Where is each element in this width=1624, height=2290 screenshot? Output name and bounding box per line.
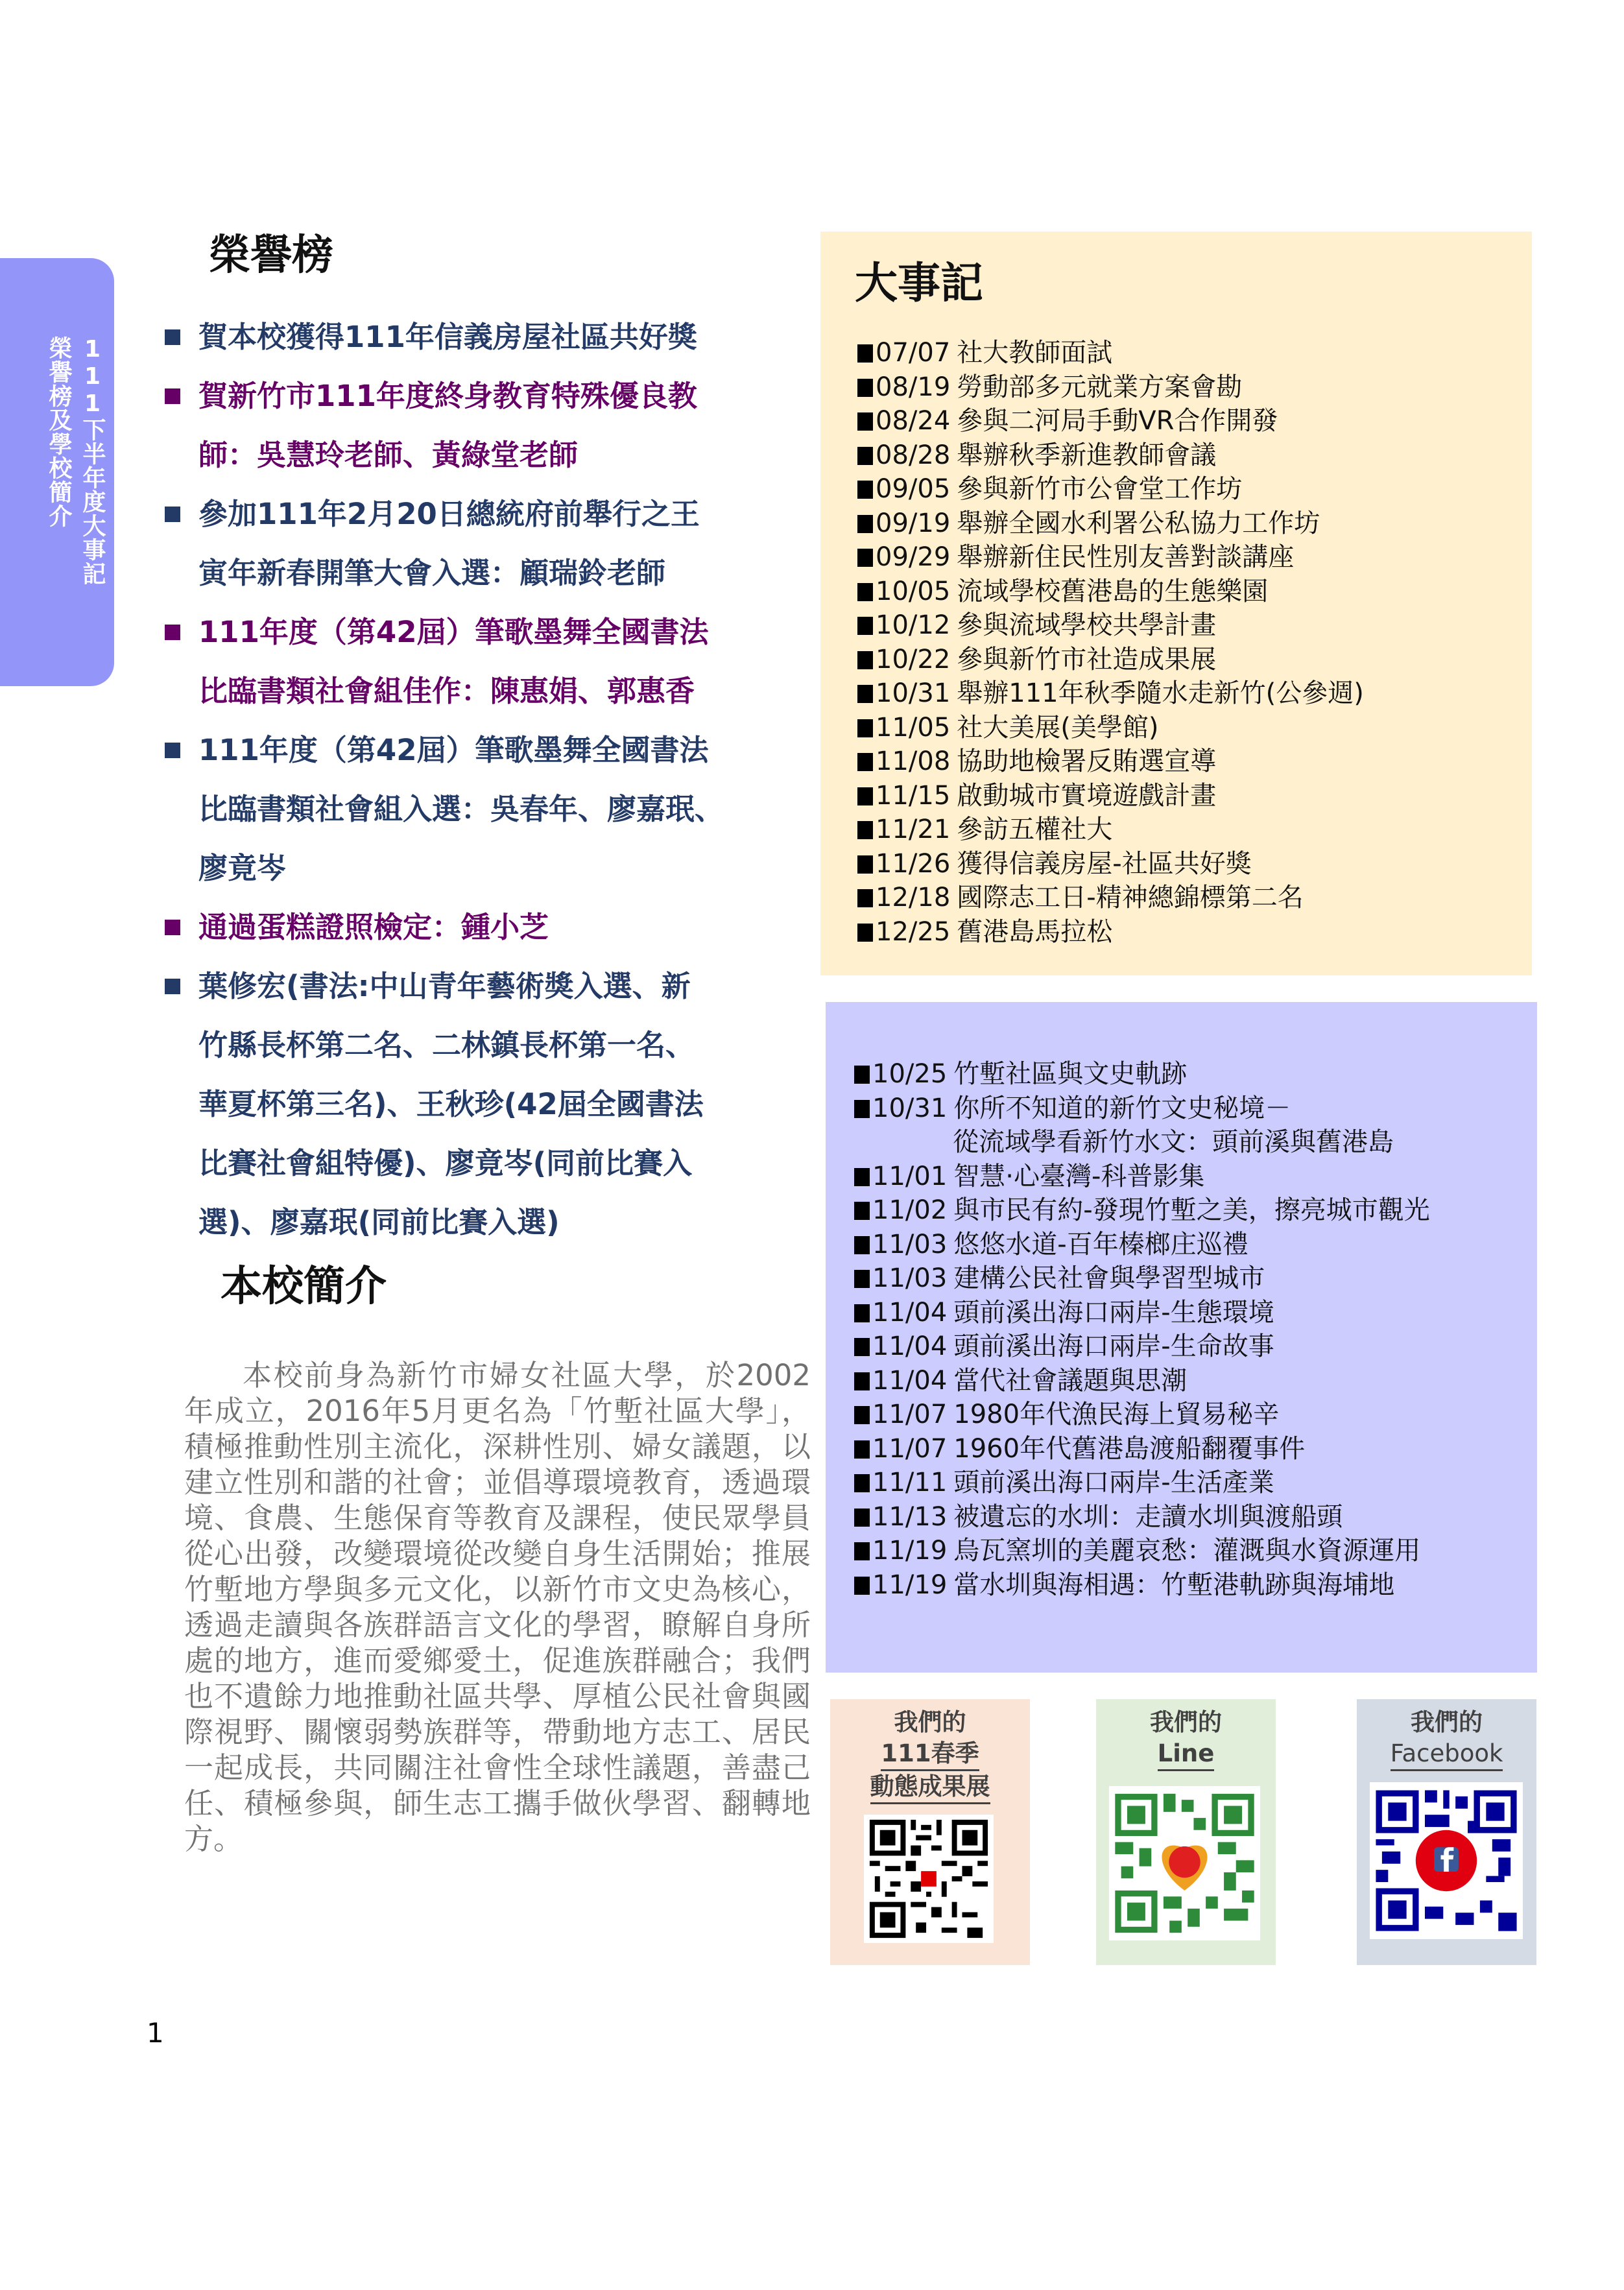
qr-card-label-line1: 我們的 <box>1411 1708 1483 1736</box>
honor-item <box>158 957 794 1252</box>
qr-code-facebook[interactable] <box>1370 1782 1523 1939</box>
course-item <box>854 1500 1430 1534</box>
square-bullet-icon <box>857 821 873 839</box>
item-text: 你所不知道的新竹文史秘境－ <box>953 1093 1291 1123</box>
item-text: 參與流域學校共學計畫 <box>957 610 1217 640</box>
event-item <box>857 915 1364 949</box>
square-bullet-icon <box>165 920 180 935</box>
event-item <box>857 745 1364 779</box>
qr-code-icon <box>1370 1782 1523 1939</box>
item-text: 頭前溪出海口兩岸-生活產業 <box>953 1468 1274 1497</box>
qr-card-label-line2[interactable]: Facebook <box>1391 1738 1503 1771</box>
course-item <box>854 1160 1430 1194</box>
item-date: 11/04 <box>872 1365 948 1396</box>
honor-item <box>158 484 794 602</box>
item-text: 參與新竹市公會堂工作坊 <box>957 474 1243 504</box>
square-bullet-icon <box>165 388 180 404</box>
square-bullet-icon <box>854 1066 870 1084</box>
square-bullet-icon <box>857 889 873 907</box>
square-bullet-icon <box>857 344 873 363</box>
course-item <box>854 1398 1430 1432</box>
course-item <box>854 1091 1430 1160</box>
course-item <box>854 1466 1430 1500</box>
event-item <box>857 676 1364 711</box>
item-date: 11/01 <box>872 1161 948 1191</box>
item-text: 社大美展(美學館) <box>957 712 1159 743</box>
honor-item <box>158 721 794 898</box>
red-square-logo <box>921 1871 937 1887</box>
item-date: 11/03 <box>872 1229 948 1259</box>
event-item <box>857 881 1364 915</box>
honor-item <box>158 307 794 366</box>
item-text: 社大教師面試 <box>957 338 1113 368</box>
course-item <box>854 1534 1430 1568</box>
honor-item-text: 111年度（第42屆）筆歌墨舞全國書法 <box>198 733 709 767</box>
item-text: 悠悠水道-百年榛榔庄巡禮 <box>953 1229 1248 1259</box>
square-bullet-icon <box>854 1372 870 1390</box>
square-bullet-icon <box>857 719 873 737</box>
event-item <box>857 507 1364 541</box>
honor-item-text: 師：吳慧玲老師、黃綠堂老師 <box>198 438 579 472</box>
side-tab-line-events: 111下半年度大事記 <box>79 336 106 586</box>
honor-item <box>158 602 794 721</box>
item-text: 建構公民社會與學習型城市 <box>953 1263 1265 1293</box>
item-text: 勞動部多元就業方案會勘 <box>957 372 1243 402</box>
course-item <box>854 1057 1430 1091</box>
square-bullet-icon <box>854 1304 870 1322</box>
course-item <box>854 1432 1430 1466</box>
item-date: 11/11 <box>872 1468 948 1497</box>
square-bullet-icon <box>165 625 180 640</box>
item-date: 11/19 <box>872 1569 948 1600</box>
honor-item-text: 參加111年2月20日總統府前舉行之王 <box>198 497 700 531</box>
qr-card-label-line2[interactable]: 111春季 <box>881 1738 979 1771</box>
item-text: 國際志工日-精神總錦標第二名 <box>957 883 1304 912</box>
event-item <box>857 336 1364 370</box>
honor-item-text: 比賽社會組特優)、廖竟岑(同前比賽入 <box>198 1146 693 1180</box>
qr-card-line[interactable] <box>1096 1699 1276 1965</box>
square-bullet-icon <box>857 685 873 703</box>
square-bullet-icon <box>857 787 873 805</box>
item-text: 頭前溪出海口兩岸-生態環境 <box>953 1297 1274 1328</box>
course-item <box>854 1364 1430 1398</box>
intro-paragraph: 本校前身為新竹市婦女社區大學，於2002年成立，2016年5月更名為「竹塹社區大學」，積極推動性別主流化，深耕性別、婦女議題，以建立性別和諧的社會；並倡導環境教育，透過環境、食農、生態保育等教育及課程，使民眾學員從心出發，改變環境從改變自身生活開始；推展竹塹地方學與多元文化，以新竹市文史為核心，透過走讀與各族群語言文化的學習，瞭解自身所處的地方，進而愛鄉愛土，促進族群融合；我們也不遺餘力地推動社區共學、厚植公民社會與國際視野、關懷弱勢族群等，帶動地方志工、居民一起成長，共同關注社會性全球性議題，善盡己任、積極參與，師生志工攜手做伙學習、翻轉地方。 <box>184 1358 811 1856</box>
item-text: 獲得信義房屋-社區共好獎 <box>957 848 1252 879</box>
honor-item-text: 竹縣長杯第二名、二林鎮長杯第一名、 <box>198 1028 695 1062</box>
square-bullet-icon <box>857 481 873 499</box>
item-text: 1980年代漁民海上貿易秘辛 <box>953 1400 1280 1429</box>
item-text: 當代社會議題與思潮 <box>953 1365 1188 1396</box>
events-title: 大事記 <box>855 258 983 308</box>
square-bullet-icon <box>854 1509 870 1527</box>
honor-item-text: 選)、廖嘉珉(同前比賽入選) <box>198 1205 560 1239</box>
square-bullet-icon <box>857 515 873 533</box>
item-date: 11/07 <box>872 1433 948 1464</box>
course-item <box>854 1330 1430 1364</box>
item-date: 11/21 <box>876 815 951 844</box>
honor-item <box>158 898 794 957</box>
honor-item-text: 寅年新春開筆大會入選：顧瑞鈴老師 <box>198 556 666 590</box>
event-item <box>857 404 1364 438</box>
item-text: 被遺忘的水圳：走讀水圳與渡船頭 <box>953 1501 1343 1532</box>
square-bullet-icon <box>857 379 873 397</box>
item-date: 11/08 <box>876 746 951 776</box>
square-bullet-icon <box>857 753 873 771</box>
honor-item-text: 比臨書類社會組佳作：陳惠娟、郭惠香 <box>198 674 695 708</box>
item-text: 當水圳與海相遇：竹塹港軌跡與海埔地 <box>953 1569 1395 1600</box>
honor-item-text: 賀新竹市111年度終身教育特殊優良教 <box>198 379 697 413</box>
event-item <box>857 813 1364 847</box>
honor-item-text: 葉修宏(書法:中山青年藝術獎入選、新 <box>198 969 691 1003</box>
item-text: 竹塹社區與文史軌跡 <box>953 1059 1188 1089</box>
square-bullet-icon <box>854 1168 870 1186</box>
honor-title: 榮譽榜 <box>209 232 333 280</box>
course-item <box>854 1296 1430 1330</box>
item-text: 舉辦秋季新進教師會議 <box>957 440 1217 470</box>
qr-code-line[interactable] <box>1109 1786 1260 1940</box>
item-date: 12/18 <box>876 883 951 912</box>
item-text: 啟動城市實境遊戲計畫 <box>957 780 1217 811</box>
item-date: 11/19 <box>872 1536 948 1566</box>
event-item <box>857 540 1364 575</box>
item-date: 07/07 <box>876 338 951 368</box>
square-bullet-icon <box>854 1338 870 1356</box>
square-bullet-icon <box>854 1270 870 1288</box>
course-item <box>854 1568 1430 1603</box>
course-item <box>854 1193 1430 1228</box>
square-bullet-icon <box>854 1542 870 1560</box>
item-text: 參訪五權社大 <box>957 815 1113 844</box>
item-date: 10/31 <box>876 678 951 708</box>
page-number: 1 <box>147 2017 164 2049</box>
item-date: 10/22 <box>876 644 951 674</box>
item-date: 11/03 <box>872 1263 948 1293</box>
event-item <box>857 438 1364 473</box>
qr-card-label-line1: 我們的 <box>1150 1708 1222 1736</box>
item-text: 1960年代舊港島渡船翻覆事件 <box>953 1433 1306 1464</box>
item-text: 舉辦全國水利署公私協力工作坊 <box>957 508 1320 538</box>
honor-item-text: 比臨書類社會組入選：吳春年、廖嘉珉、 <box>198 792 724 826</box>
event-item <box>857 608 1364 643</box>
square-bullet-icon <box>857 855 873 874</box>
item-date: 11/05 <box>876 712 951 743</box>
square-bullet-icon <box>165 329 180 345</box>
qr-card-label-line3[interactable]: 動態成果展 <box>870 1771 990 1804</box>
course-item <box>854 1228 1430 1262</box>
item-date: 09/29 <box>876 542 951 572</box>
item-text: 流域學校舊港島的生態樂園 <box>957 576 1269 606</box>
item-text: 協助地檢署反賄選宣導 <box>957 746 1217 776</box>
item-date: 11/26 <box>876 848 951 879</box>
item-date: 12/25 <box>876 916 951 947</box>
item-text: 烏瓦窯圳的美麗哀愁：灌溉與水資源運用 <box>953 1536 1421 1566</box>
event-item <box>857 779 1364 813</box>
square-bullet-icon <box>857 924 873 942</box>
events-list <box>857 336 1364 949</box>
honor-item-text: 廖竟岑 <box>198 851 287 885</box>
item-text: 參與二河局手動VR合作開發 <box>957 406 1278 436</box>
item-text: 舉辦新住民性別友善對談講座 <box>957 542 1295 572</box>
item-text: 智慧·心臺灣-科普影集 <box>953 1161 1205 1191</box>
event-item <box>857 643 1364 677</box>
square-bullet-icon <box>854 1100 870 1118</box>
qr-code-spring-exhibition[interactable] <box>864 1815 994 1943</box>
qr-card-label-line2[interactable]: Line <box>1158 1738 1215 1771</box>
courses-list <box>854 1057 1430 1602</box>
item-text-continuation: 從流域學看新竹水文：頭前溪與舊港島 <box>953 1127 1394 1157</box>
item-text: 參與新竹市社造成果展 <box>957 644 1217 674</box>
item-date: 10/05 <box>876 576 951 606</box>
item-date: 10/25 <box>872 1059 948 1089</box>
qr-card-label-line1: 我們的 <box>894 1708 966 1736</box>
qr-card-spring-exhibition[interactable] <box>830 1699 1030 1965</box>
item-date: 09/19 <box>876 508 951 538</box>
qr-card-facebook[interactable] <box>1357 1699 1536 1965</box>
square-bullet-icon <box>857 412 873 431</box>
item-date: 11/15 <box>876 780 951 811</box>
event-item <box>857 370 1364 405</box>
item-text: 舉辦111年秋季隨水走新竹(公參週) <box>957 678 1364 708</box>
item-date: 08/19 <box>876 372 951 402</box>
item-date: 09/05 <box>876 474 951 504</box>
item-text: 舊港島馬拉松 <box>957 916 1113 947</box>
item-text: 與市民有約-發現竹塹之美，擦亮城市觀光 <box>953 1195 1430 1225</box>
square-bullet-icon <box>857 583 873 601</box>
item-date: 10/31 <box>872 1093 948 1123</box>
square-bullet-icon <box>857 651 873 669</box>
item-date: 11/07 <box>872 1400 948 1429</box>
square-bullet-icon <box>165 979 180 994</box>
item-date: 11/04 <box>872 1297 948 1328</box>
item-text: 頭前溪出海口兩岸-生命故事 <box>953 1331 1274 1361</box>
item-date: 08/24 <box>876 406 951 436</box>
event-item <box>857 711 1364 745</box>
item-date: 11/13 <box>872 1501 948 1532</box>
event-item <box>857 575 1364 609</box>
honor-item-text: 通過蛋糕證照檢定：鍾小芝 <box>198 910 549 944</box>
square-bullet-icon <box>165 743 180 758</box>
square-bullet-icon <box>854 1577 870 1595</box>
event-item <box>857 847 1364 881</box>
qr-code-icon <box>1109 1786 1260 1940</box>
section-side-tab <box>0 258 114 686</box>
square-bullet-icon <box>857 447 873 465</box>
intro-text-block <box>184 1357 811 1857</box>
item-date: 10/12 <box>876 610 951 640</box>
square-bullet-icon <box>854 1474 870 1492</box>
honor-item <box>158 366 794 484</box>
square-bullet-icon <box>165 507 180 522</box>
square-bullet-icon <box>854 1202 870 1220</box>
square-bullet-icon <box>857 549 873 567</box>
square-bullet-icon <box>854 1440 870 1459</box>
square-bullet-icon <box>854 1406 870 1424</box>
item-date: 11/02 <box>872 1195 948 1225</box>
honor-item-text: 賀本校獲得111年信義房屋社區共好獎 <box>198 320 697 354</box>
item-date: 11/04 <box>872 1331 948 1361</box>
square-bullet-icon <box>857 617 873 635</box>
intro-title: 本校簡介 <box>221 1263 387 1311</box>
item-date: 08/28 <box>876 440 951 470</box>
square-bullet-icon <box>854 1236 870 1254</box>
honor-item-text: 華夏杯第三名)、王秋珍(42屆全國書法 <box>198 1087 704 1121</box>
event-item <box>857 472 1364 507</box>
side-tab-line-honor: 榮譽榜及學校簡介 <box>45 336 72 528</box>
honor-list <box>158 307 794 1252</box>
honor-item-text: 111年度（第42屆）筆歌墨舞全國書法 <box>198 615 709 649</box>
course-item <box>854 1261 1430 1296</box>
qr-code-icon <box>864 1815 994 1943</box>
